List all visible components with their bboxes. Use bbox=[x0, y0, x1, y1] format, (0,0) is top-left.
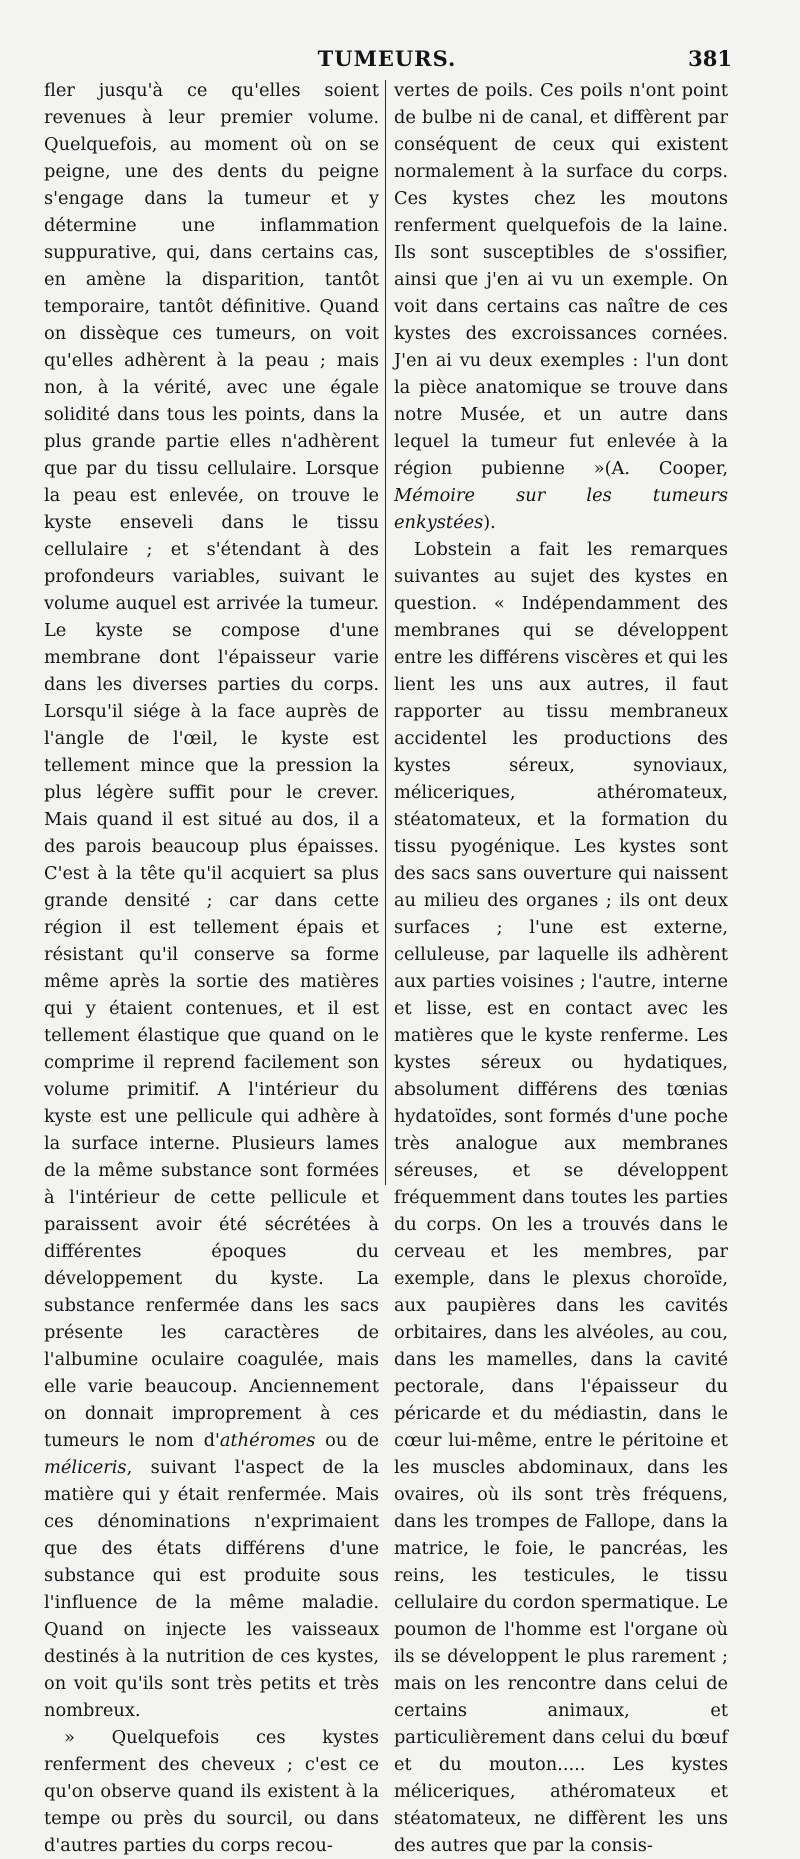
running-title: TUMEURS. bbox=[317, 46, 457, 71]
term-atheromes: athéromes bbox=[219, 1430, 316, 1451]
right-p1-end: ). bbox=[483, 512, 496, 533]
left-p1-mid: ou de bbox=[315, 1430, 379, 1451]
citation-title: Mémoire sur les tumeurs enkystées bbox=[394, 485, 728, 533]
page-number: 381 bbox=[688, 46, 732, 71]
term-meliceris: méliceris bbox=[44, 1457, 127, 1478]
left-column bbox=[44, 77, 379, 1856]
left-paragraph-1 bbox=[44, 77, 379, 1724]
left-p1-text: fler jusqu'à ce qu'elles soient revenues à leur premier volume. Quelquefois, au moment où on se peigne, une des dents du peigne s'engage dans la tumeur et y détermine une inflammation suppurative, qui, dans certains cas, en amène la disparition, tantôt temporaire, tantôt définitive. Quand on dissèque ces tumeurs, on voit qu'elles adhèrent à la peau ; mais non, à la vérité, avec une égale solidité dans tous les points, dans la plus grande partie elles n'adhèrent que par du tissu cellulaire. Lorsque la peau est enlevée, on trouve le kyste enseveli dans le tissu cellulaire ; et s'étendant à des profondeurs variables, suivant le volume auquel est arrivée la tumeur. Le kyste se compose d'une membrane dont l'épaisseur varie dans les diverses parties du corps. Lorsqu'il siége à la face auprès de l'angle de l'œil, le kyste est tellement mince que la pression la plus légère suffit pour le crever. Mais quand il est situé au dos, il a des parois beaucoup plus épaisses. C'est à la tête qu'il acquiert sa plus grande densité ; car dans cette région il est tellement épais et résistant qu'il conserve sa forme même après la sortie des matières qui y étaient contenues, et il est tellement élastique que quand on le comprime il reprend facilement son volume primitif. A l'intérieur du kyste est une pellicule qui adhère à la surface interne. Plusieurs lames de la même substance sont formées à l'intérieur de cette pellicule et paraissent avoir été sécrétées à différentes époques du développement du kyste. La substance renfermée dans les sacs présente les caractères de l'albumine oculaire coagulée, mais elle varie beaucoup. Anciennement on donnait improprement à ces tumeurs le nom d' bbox=[44, 80, 379, 1451]
left-p1-end: , suivant l'aspect de la matière qui y était renfermée. Mais ces dénominations n'exprimaient que des états différens d'une substance qui est produite sous l'influence de la même maladie. Quand on injecte les vaisseaux destinés à la nutrition de ces kystes, on voit qu'ils sont très petits et très nombreux. bbox=[44, 1457, 379, 1721]
right-paragraph-1 bbox=[394, 77, 728, 536]
page-header bbox=[46, 46, 732, 74]
right-column bbox=[394, 77, 728, 1856]
column-divider bbox=[385, 80, 386, 1185]
right-paragraph-2: Lobstein a fait les remarques suivantes au sujet des kystes en question. « Indépendamment des membranes qui se développent entre les différens viscères et qui les lient les uns aux autres, il faut rapporter au tissu membraneux accidentel les productions des kystes séreux, synoviaux, méliceriques, athéromateux, stéatomateux, et la formation du tissu pyogénique. Les kystes sont des sacs sans ouverture qui naissent au milieu des organes ; ils ont deux surfaces ; l'une est externe, celluleuse, par laquelle ils adhèrent aux parties voisines ; l'autre, interne et lisse, est en contact avec les matières que le kyste renferme. Les kystes séreux ou hydatiques, absolument différens des tœnias hydatoïdes, sont formés d'une poche très analogue aux membranes séreuses, et se développent fréquemment dans toutes les parties du corps. On les a trouvés dans le cerveau et les membres, par exemple, dans le plexus choroïde, aux paupières dans les cavités orbitaires, dans les alvéoles, au cou, dans les mamelles, dans la cavité pectorale, dans l'épaisseur du péricarde et du médiastin, dans le cœur lui-même, entre le péritoine et les muscles abdominaux, dans les ovaires, où ils sont très fréquens, dans les trompes de Fallope, dans la matrice, le foie, le pancréas, les reins, les testicules, le tissu cellulaire du cordon spermatique. Le poumon de l'homme est l'organe où ils se développent le plus rarement ; mais on les rencontre dans celui de certains animaux, et particulièrement dans celui du bœuf et du mouton..... Les kystes méliceriques, athéromateux et stéatomateux, ne diffèrent les uns des autres que par la consis- bbox=[394, 539, 728, 1856]
left-paragraph-2: » Quelquefois ces kystes renferment des cheveux ; c'est ce qu'on observe quand ils existent à la tempe ou près du sourcil, ou dans d'autres parties du corps recou- bbox=[44, 1727, 379, 1856]
right-p1-text: vertes de poils. Ces poils n'ont point de bulbe ni de canal, et diffèrent par conséquent de ceux qui existent normalement à la surface du corps. Ces kystes chez les moutons renferment quelquefois de la laine. Ils sont susceptibles de s'ossifier, ainsi que j'en ai vu un exemple. On voit dans certains cas naître de ces kystes des excroissances cornées. J'en ai vu deux exemples : l'un dont la pièce anatomique se trouve dans notre Musée, et un autre dans lequel la tumeur fut enlevée à la région pubienne »(A. Cooper, bbox=[394, 80, 728, 479]
